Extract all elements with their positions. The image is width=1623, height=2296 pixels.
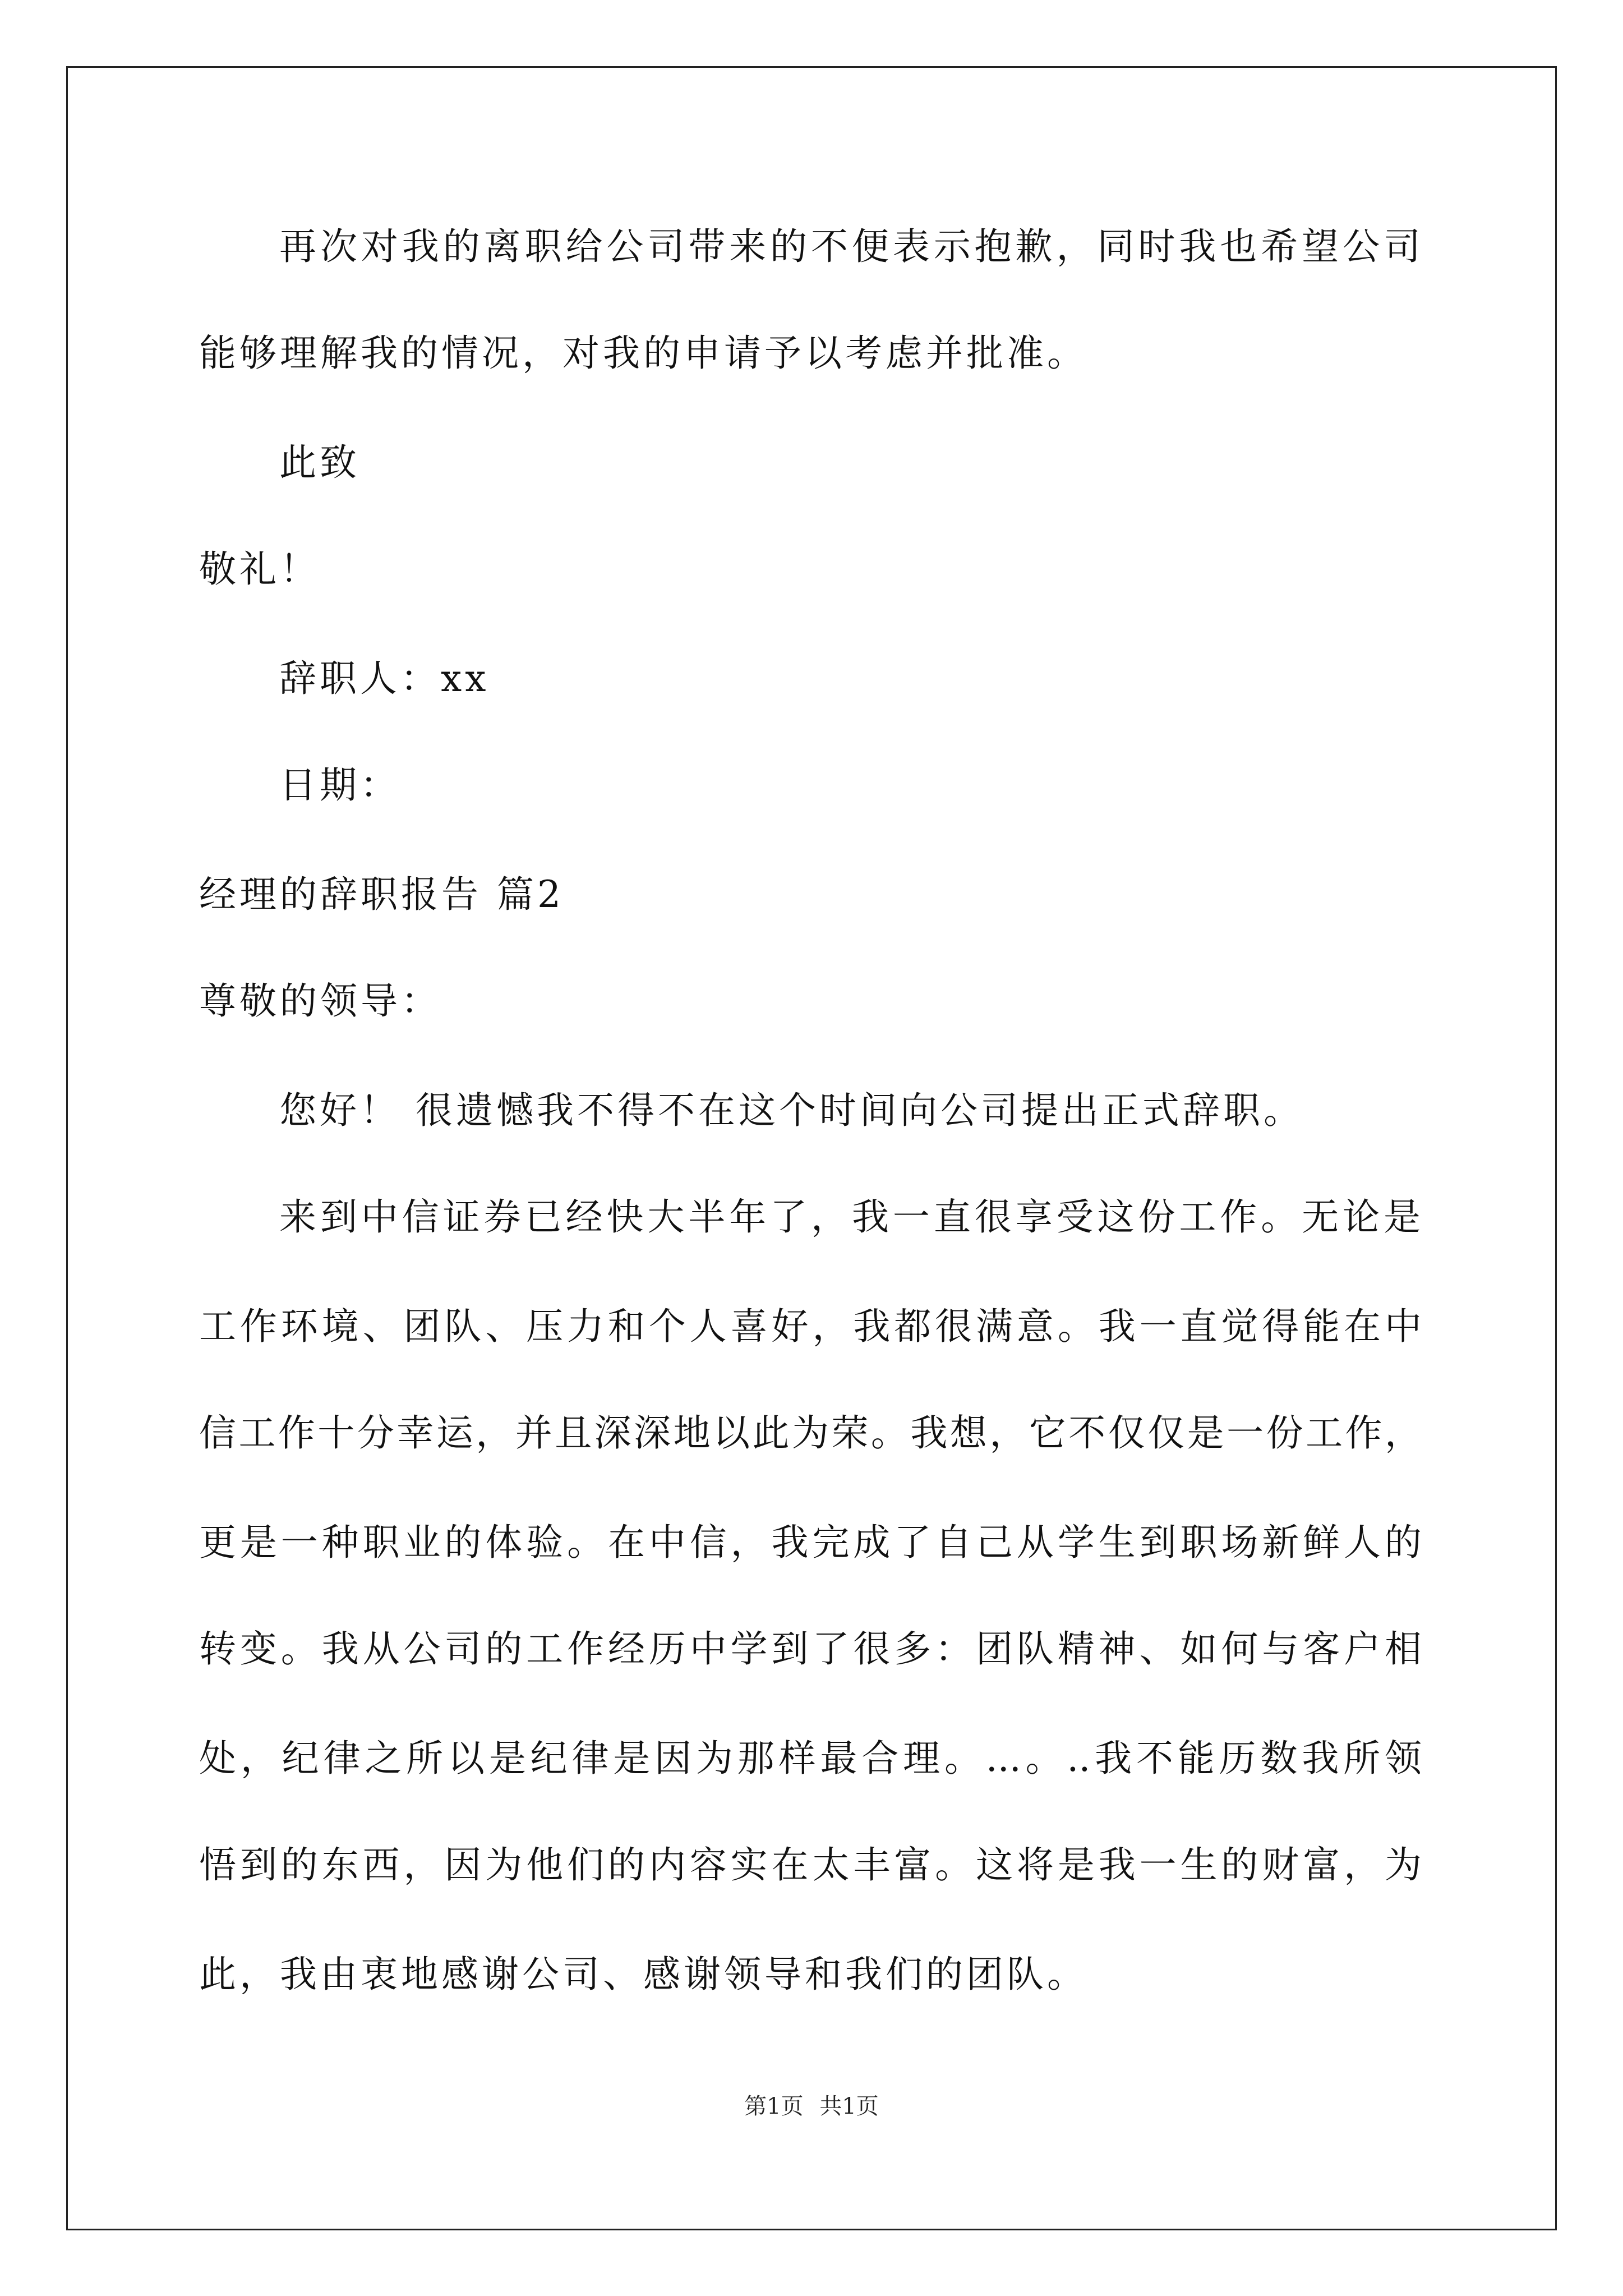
signature-name: 辞职人：xx: [279, 657, 490, 700]
body-line-1: 来到中信证券已经快大半年了，我一直很享受这份工作。无论是: [279, 1195, 1421, 1239]
body-line-5: 转变。我从公司的工作经历中学到了很多：团队精神、如何与客户相: [199, 1627, 1422, 1671]
body-line-6: 处，纪律之所以是纪律是因为那样最合理。...。..我不能历数我所领: [199, 1737, 1422, 1780]
body-line-2: 工作环境、团队、压力和个人喜好，我都很满意。我一直觉得能在中: [199, 1305, 1422, 1348]
page-number: 第1页: [744, 2093, 804, 2119]
closing-regards: 敬礼！: [199, 547, 320, 591]
body-line-7: 悟到的东西，因为他们的内容实在太丰富。这将是我一生的财富，为: [199, 1843, 1422, 1887]
signature-date: 日期：: [279, 763, 400, 807]
page-total: 共1页: [819, 2093, 879, 2119]
letter-greeting: 尊敬的领导：: [199, 979, 441, 1023]
opening-sentence: 您好！ 很遗憾我不得不在这个时间向公司提出正式辞职。: [279, 1089, 1304, 1132]
closing-salutation: 此致: [279, 441, 360, 484]
paragraph-apology-line-1: 再次对我的离职给公司带来的不便表示抱歉，同时我也希望公司: [279, 225, 1421, 268]
body-line-4: 更是一种职业的体验。在中信，我完成了自己从学生到职场新鲜人的: [199, 1521, 1422, 1564]
body-line-8: 此，我由衷地感谢公司、感谢领导和我们的团队。: [199, 1953, 1087, 1996]
body-line-3: 信工作十分幸运，并且深深地以此为荣。我想，它不仅仅是一份工作，: [199, 1411, 1422, 1455]
page-footer: [0, 2092, 1623, 2120]
section-heading: 经理的辞职报告 篇2: [199, 873, 564, 916]
paragraph-apology-line-2: 能够理解我的情况，对我的申请予以考虑并批准。: [199, 332, 1087, 375]
page-border: [66, 66, 1557, 2230]
